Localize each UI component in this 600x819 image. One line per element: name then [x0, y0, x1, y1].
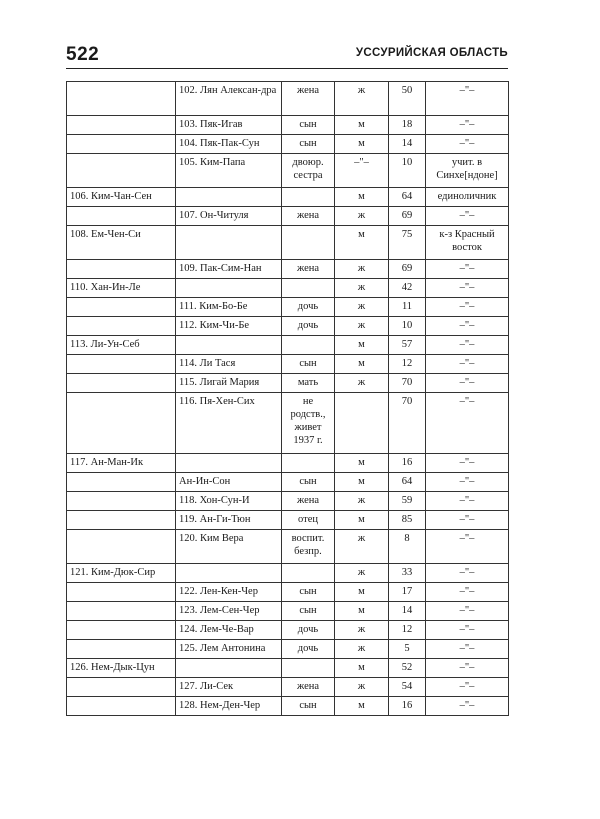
occupation-cell: –"– [426, 279, 509, 298]
head-of-household-cell [67, 492, 176, 511]
sex-cell: ж [335, 530, 389, 564]
sex-cell: м [335, 697, 389, 716]
head-of-household-cell [67, 602, 176, 621]
occupation-cell: –"– [426, 564, 509, 583]
age-cell: 70 [389, 374, 426, 393]
head-of-household-cell [67, 583, 176, 602]
family-member-cell [176, 659, 282, 678]
head-of-household-cell [67, 697, 176, 716]
age-cell: 17 [389, 583, 426, 602]
occupation-cell: единоличник [426, 188, 509, 207]
sex-cell: ж [335, 298, 389, 317]
page-header [66, 44, 508, 68]
relation-cell: жена [282, 207, 335, 226]
sex-cell: ж [335, 492, 389, 511]
family-member-cell: 107. Он-Читуля [176, 207, 282, 226]
head-of-household-cell: 106. Ким-Чан-Сен [67, 188, 176, 207]
table-row [67, 659, 509, 678]
occupation-cell: –"– [426, 583, 509, 602]
age-cell: 16 [389, 697, 426, 716]
sex-cell: ж [335, 260, 389, 279]
occupation-cell: –"– [426, 393, 509, 454]
table-row [67, 621, 509, 640]
age-cell: 50 [389, 82, 426, 116]
table-row [67, 454, 509, 473]
household-table [66, 81, 509, 716]
age-cell: 85 [389, 511, 426, 530]
head-of-household-cell [67, 621, 176, 640]
sex-cell [335, 393, 389, 454]
age-cell: 11 [389, 298, 426, 317]
table-row [67, 511, 509, 530]
table-row [67, 279, 509, 298]
relation-cell: двоюр. сестра [282, 154, 335, 188]
table-row [67, 583, 509, 602]
family-member-cell: 127. Ли-Сек [176, 678, 282, 697]
head-of-household-cell [67, 260, 176, 279]
table-row [67, 298, 509, 317]
head-of-household-cell: 110. Хан-Ин-Ле [67, 279, 176, 298]
family-member-cell [176, 226, 282, 260]
family-member-cell: 103. Пяк-Игав [176, 116, 282, 135]
age-cell: 64 [389, 188, 426, 207]
family-member-cell [176, 188, 282, 207]
table-row [67, 602, 509, 621]
age-cell: 12 [389, 355, 426, 374]
relation-cell [282, 454, 335, 473]
occupation-cell: –"– [426, 602, 509, 621]
relation-cell [282, 564, 335, 583]
relation-cell: дочь [282, 317, 335, 336]
relation-cell: мать [282, 374, 335, 393]
relation-cell [282, 188, 335, 207]
table-row [67, 82, 509, 116]
head-of-household-cell: 126. Нем-Дык-Цун [67, 659, 176, 678]
relation-cell: сын [282, 602, 335, 621]
relation-cell: жена [282, 82, 335, 116]
family-member-cell: 123. Лем-Сен-Чер [176, 602, 282, 621]
age-cell: 69 [389, 207, 426, 226]
relation-cell: сын [282, 697, 335, 716]
relation-cell [282, 659, 335, 678]
table-row [67, 393, 509, 454]
age-cell: 16 [389, 454, 426, 473]
table-row [67, 530, 509, 564]
family-member-cell: 112. Ким-Чи-Бе [176, 317, 282, 336]
head-of-household-cell: 113. Ли-Ун-Себ [67, 336, 176, 355]
family-member-cell: 118. Хон-Сун-И [176, 492, 282, 511]
head-of-household-cell [67, 393, 176, 454]
relation-cell: сын [282, 355, 335, 374]
family-member-cell: 102. Лян Алексан-дра [176, 82, 282, 116]
sex-cell: м [335, 188, 389, 207]
header-rule [66, 68, 508, 69]
sex-cell: ж [335, 621, 389, 640]
sex-cell: м [335, 135, 389, 154]
age-cell: 59 [389, 492, 426, 511]
sex-cell: ж [335, 640, 389, 659]
family-member-cell: Ан-Ин-Сон [176, 473, 282, 492]
table-row [67, 226, 509, 260]
relation-cell: дочь [282, 621, 335, 640]
relation-cell [282, 336, 335, 355]
sex-cell: м [335, 511, 389, 530]
sex-cell: ж [335, 678, 389, 697]
occupation-cell: учит. в Синхе[ндоне] [426, 154, 509, 188]
family-member-cell: 122. Лен-Кен-Чер [176, 583, 282, 602]
family-member-cell: 120. Ким Вера [176, 530, 282, 564]
occupation-cell: –"– [426, 82, 509, 116]
age-cell: 18 [389, 116, 426, 135]
table-row [67, 473, 509, 492]
table-row [67, 374, 509, 393]
relation-cell: сын [282, 473, 335, 492]
table-row [67, 154, 509, 188]
age-cell: 57 [389, 336, 426, 355]
relation-cell: сын [282, 135, 335, 154]
head-of-household-cell [67, 82, 176, 116]
age-cell: 12 [389, 621, 426, 640]
relation-cell: жена [282, 260, 335, 279]
head-of-household-cell [67, 530, 176, 564]
occupation-cell: –"– [426, 492, 509, 511]
occupation-cell: –"– [426, 659, 509, 678]
age-cell: 64 [389, 473, 426, 492]
occupation-cell: –"– [426, 454, 509, 473]
relation-cell: жена [282, 678, 335, 697]
sex-cell: –"– [335, 154, 389, 188]
table-row [67, 260, 509, 279]
relation-cell: сын [282, 583, 335, 602]
head-of-household-cell: 108. Ем-Чен-Си [67, 226, 176, 260]
family-member-cell [176, 454, 282, 473]
age-cell: 10 [389, 317, 426, 336]
table-row [67, 640, 509, 659]
occupation-cell: –"– [426, 317, 509, 336]
age-cell: 8 [389, 530, 426, 564]
sex-cell: ж [335, 207, 389, 226]
family-member-cell: 111. Ким-Бо-Бе [176, 298, 282, 317]
age-cell: 10 [389, 154, 426, 188]
occupation-cell: –"– [426, 374, 509, 393]
table-row [67, 207, 509, 226]
family-member-cell [176, 336, 282, 355]
family-member-cell: 105. Ким-Папа [176, 154, 282, 188]
family-member-cell [176, 564, 282, 583]
sex-cell: ж [335, 279, 389, 298]
relation-cell [282, 279, 335, 298]
family-member-cell: 125. Лем Антонина [176, 640, 282, 659]
head-of-household-cell [67, 355, 176, 374]
relation-cell [282, 226, 335, 260]
occupation-cell: –"– [426, 298, 509, 317]
table-body [67, 82, 509, 716]
running-title: УССУРИЙСКАЯ ОБЛАСТЬ [355, 47, 508, 59]
head-of-household-cell [67, 511, 176, 530]
table-row [67, 492, 509, 511]
relation-cell: отец [282, 511, 335, 530]
head-of-household-cell [67, 317, 176, 336]
sex-cell: м [335, 116, 389, 135]
occupation-cell: –"– [426, 135, 509, 154]
age-cell: 33 [389, 564, 426, 583]
head-of-household-cell [67, 374, 176, 393]
table-row [67, 355, 509, 374]
occupation-cell: –"– [426, 355, 509, 374]
family-member-cell: 109. Пак-Сим-Нан [176, 260, 282, 279]
family-member-cell: 104. Пяк-Пак-Сун [176, 135, 282, 154]
occupation-cell: –"– [426, 511, 509, 530]
head-of-household-cell [67, 298, 176, 317]
occupation-cell: –"– [426, 260, 509, 279]
table-row [67, 188, 509, 207]
occupation-cell: –"– [426, 621, 509, 640]
head-of-household-cell: 121. Ким-Дюк-Сир [67, 564, 176, 583]
age-cell: 52 [389, 659, 426, 678]
table-row [67, 135, 509, 154]
occupation-cell: к-з Красный восток [426, 226, 509, 260]
family-member-cell: 119. Ан-Ги-Тюн [176, 511, 282, 530]
table-row [67, 564, 509, 583]
occupation-cell: –"– [426, 207, 509, 226]
occupation-cell: –"– [426, 530, 509, 564]
occupation-cell: –"– [426, 473, 509, 492]
table-row [67, 697, 509, 716]
sex-cell: м [335, 355, 389, 374]
occupation-cell: –"– [426, 678, 509, 697]
table-row [67, 678, 509, 697]
relation-cell: воспит. безпр. [282, 530, 335, 564]
age-cell: 14 [389, 135, 426, 154]
age-cell: 42 [389, 279, 426, 298]
occupation-cell: –"– [426, 116, 509, 135]
age-cell: 75 [389, 226, 426, 260]
sex-cell: ж [335, 374, 389, 393]
age-cell: 5 [389, 640, 426, 659]
relation-cell: жена [282, 492, 335, 511]
family-member-cell: 128. Нем-Ден-Чер [176, 697, 282, 716]
relation-cell: дочь [282, 640, 335, 659]
family-member-cell: 115. Лигай Мария [176, 374, 282, 393]
family-member-cell: 116. Пя-Хен-Сих [176, 393, 282, 454]
relation-cell: не родств., живет 1937 г. [282, 393, 335, 454]
sex-cell: м [335, 659, 389, 678]
table-row [67, 317, 509, 336]
age-cell: 54 [389, 678, 426, 697]
sex-cell: ж [335, 82, 389, 116]
head-of-household-cell [67, 640, 176, 659]
age-cell: 14 [389, 602, 426, 621]
head-of-household-cell [67, 473, 176, 492]
occupation-cell: –"– [426, 697, 509, 716]
age-cell: 69 [389, 260, 426, 279]
head-of-household-cell: 117. Ан-Ман-Ик [67, 454, 176, 473]
head-of-household-cell [67, 154, 176, 188]
family-member-cell: 114. Ли Тася [176, 355, 282, 374]
head-of-household-cell [67, 116, 176, 135]
family-member-cell [176, 279, 282, 298]
page-number: 522 [66, 44, 100, 65]
head-of-household-cell [67, 135, 176, 154]
head-of-household-cell [67, 678, 176, 697]
sex-cell: ж [335, 317, 389, 336]
sex-cell: м [335, 473, 389, 492]
relation-cell: дочь [282, 298, 335, 317]
sex-cell: м [335, 583, 389, 602]
sex-cell: ж [335, 564, 389, 583]
occupation-cell: –"– [426, 640, 509, 659]
sex-cell: м [335, 336, 389, 355]
sex-cell: м [335, 226, 389, 260]
occupation-cell: –"– [426, 336, 509, 355]
sex-cell: м [335, 454, 389, 473]
table-row [67, 336, 509, 355]
age-cell: 70 [389, 393, 426, 454]
sex-cell: м [335, 602, 389, 621]
head-of-household-cell [67, 207, 176, 226]
relation-cell: сын [282, 116, 335, 135]
family-member-cell: 124. Лем-Че-Вар [176, 621, 282, 640]
table-row [67, 116, 509, 135]
